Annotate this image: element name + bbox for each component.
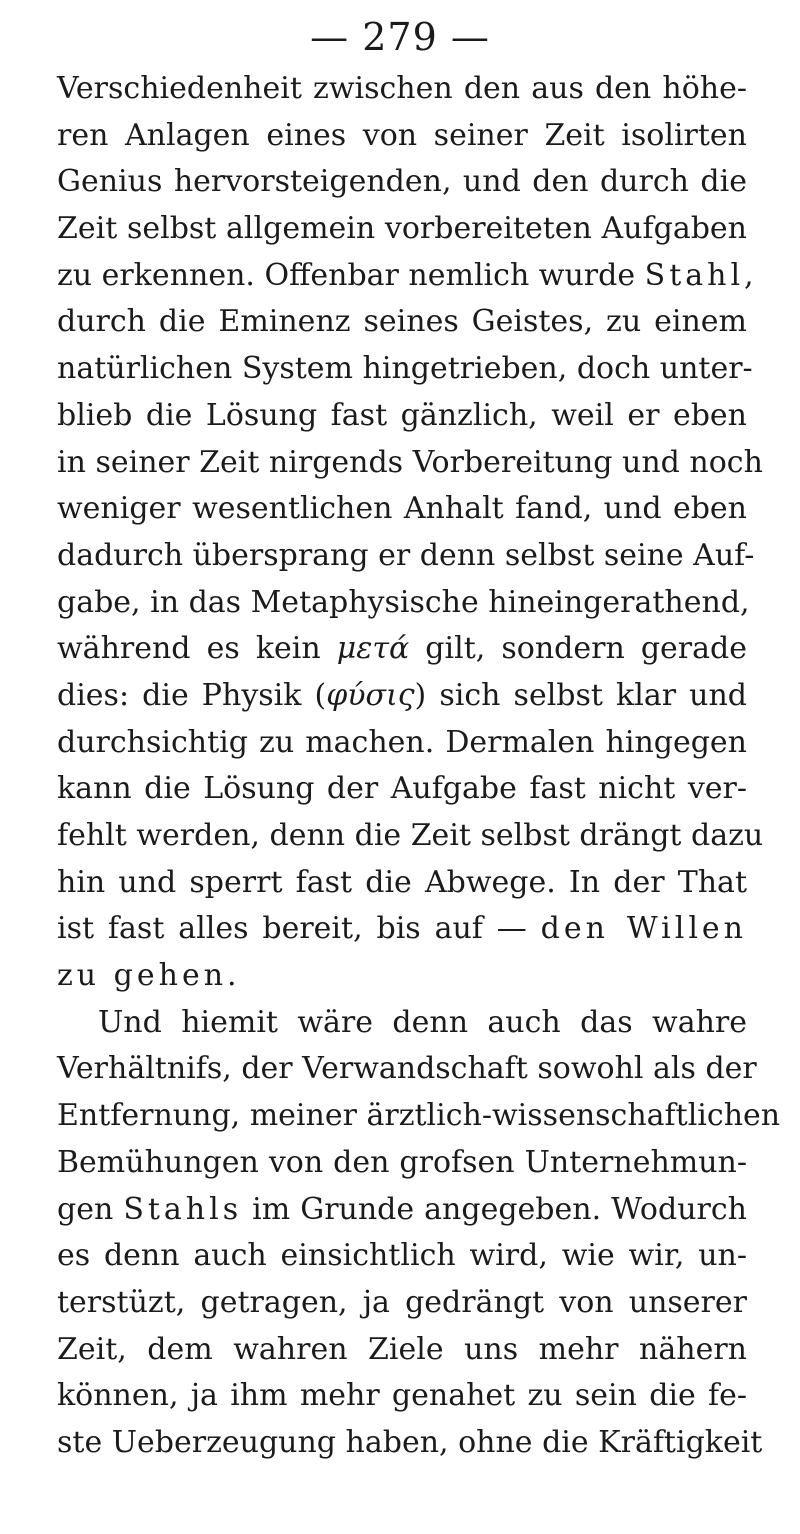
text-line: ste Ueberzeugung haben, ohne die Kräftigkeit [57, 1424, 763, 1460]
text-line: blieb die Lösung fast gänzlich, weil er eben [57, 397, 747, 433]
text-segment: im Grunde angegeben. Wodurch [242, 1191, 747, 1227]
text-line: fehlt werden, denn die Zeit selbst drängt dazu [57, 818, 764, 853]
text-line: Entfernung, meiner ärztlich-wissenschaftlichen [57, 1098, 781, 1134]
text-line [57, 626, 747, 673]
text-segment: gen [57, 1191, 124, 1227]
text-segment: ist fast alles bereit, bis auf — [57, 911, 541, 947]
text-segment: zu erkennen. Offenbar nemlich wurde [57, 257, 645, 293]
text-line: gabe, in das Metaphysische hineingerathend, [57, 584, 750, 620]
text-line: Bemühungen von den grofsen Unternehmun- [57, 1144, 747, 1180]
text-segment: gilt, sondern gerade [409, 631, 747, 667]
text-segment: während es kein [57, 631, 337, 667]
text-line: Genius hervorsteigenden, und den durch die [57, 164, 747, 200]
emphasized-phrase: den Willen [540, 911, 747, 947]
text-line: in seiner Zeit nirgends Vorbereitung und noch [57, 444, 763, 480]
text-line: es denn auch einsichtlich wird, wie wir, un- [57, 1238, 747, 1274]
emphasized-name: Stahl, [644, 257, 758, 293]
text-line [57, 673, 747, 720]
text-line: zu gehen. [57, 958, 241, 994]
text-line: Zeit, dem wahren Ziele uns mehr nähern [57, 1331, 747, 1367]
text-line: Verhältnifs, der Verwandschaft sowohl als der [57, 1051, 757, 1087]
greek-word: μετά [336, 631, 410, 667]
text-line [57, 1187, 747, 1234]
text-line [57, 253, 758, 300]
emphasized-name: Stahls [123, 1191, 243, 1227]
text-line: weniger wesentlichen Anhalt fand, und eben [57, 491, 747, 527]
body-text [57, 66, 781, 1467]
text-line: hin und sperrt fast die Abwege. In der That [57, 864, 747, 900]
text-line: natürlichen System hingetrieben, doch unter- [57, 351, 753, 387]
paragraph-start-line: Und hiemit wäre denn auch das wahre [98, 1004, 747, 1040]
text-segment: ) sich selbst klar und [414, 677, 747, 713]
text-line: dadurch übersprang er denn selbst seine Auf- [57, 537, 755, 573]
text-line [57, 906, 747, 953]
text-line: ren Anlagen eines von seiner Zeit isolirten [57, 117, 747, 153]
text-line: können, ja ihm mehr genahet zu sein die fe- [57, 1378, 747, 1414]
text-segment: dies: die Physik ( [57, 677, 327, 713]
text-line: Verschiedenheit zwischen den aus den höhe- [57, 71, 747, 106]
text-line: durchsichtig zu machen. Dermalen hingegen [57, 724, 747, 760]
text-line: Zeit selbst allgemein vorbereiteten Aufgaben [57, 211, 747, 247]
page-number: — 279 — [310, 15, 490, 59]
greek-word: φύσις [326, 677, 415, 713]
text-line: terstüzt, getragen, ja gedrängt von unserer [57, 1284, 747, 1320]
text-line: durch die Eminenz seines Geistes, zu einem [57, 304, 747, 340]
text-line: kann die Lösung der Aufgabe fast nicht ver- [57, 771, 747, 807]
